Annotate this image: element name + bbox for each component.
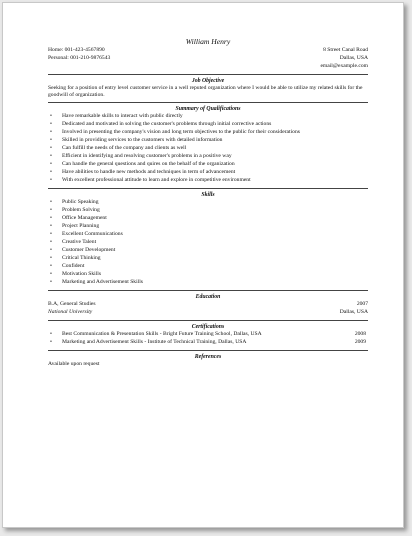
references-text: Available upon request xyxy=(48,361,100,367)
list-item: • Motivation Skills xyxy=(62,271,368,279)
school-location: Dallas, USA xyxy=(339,309,368,315)
list-item: • Customer Development xyxy=(62,247,368,255)
list-item: • Critical Thinking xyxy=(62,255,368,263)
list-item: • Problem Solving xyxy=(62,207,368,215)
divider-references xyxy=(48,350,368,351)
street-address: 8 Street Canal Road xyxy=(323,47,368,53)
list-item: • Have remarkable skills to interact with public directly xyxy=(62,113,368,121)
certification-year: 2008 xyxy=(354,331,366,337)
list-item: • Can handle the general questions and quires on the behalf of the organization xyxy=(62,161,368,169)
list-item: • Confident xyxy=(62,263,368,271)
list-item: • Project Planning xyxy=(62,223,368,231)
graduation-year: 2007 xyxy=(356,301,368,307)
list-item: • With excellent professional attitude to learn and explore in competitive environment xyxy=(62,177,368,185)
resume-content xyxy=(48,37,368,368)
qualifications-list xyxy=(48,113,368,185)
phone-block xyxy=(48,47,110,71)
list-item: • Marketing and Advertisement Skills xyxy=(62,279,368,287)
divider-objective xyxy=(48,74,368,75)
email: email@example.com xyxy=(320,63,368,69)
certifications-list xyxy=(48,331,368,347)
certification-name: • Best Communication & Presentation Skills - Bright Future Training School, Dallas, USA xyxy=(62,331,262,337)
divider-qualifications xyxy=(48,102,368,103)
skills-list xyxy=(48,199,368,287)
list-item: • Public Speaking xyxy=(62,199,368,207)
list-item: • Dedicated and motivated in solving the customer's problems through initial corrective actions xyxy=(62,121,368,129)
section-title-skills: Skills xyxy=(201,192,215,198)
list-item: • Skilled in providing services to the customers with detailed information xyxy=(62,137,368,145)
list-item xyxy=(62,339,368,347)
applicant-name: William Henry xyxy=(185,37,231,46)
list-item xyxy=(62,331,368,339)
list-item: • Can fulfill the needs of the company and clients as well xyxy=(62,145,368,153)
divider-education xyxy=(48,290,368,291)
list-item: • Excellent Communications xyxy=(62,231,368,239)
home-phone: Home: 001-423-4567890 xyxy=(48,47,105,53)
school-name: National University xyxy=(48,309,93,315)
objective-text: Seeking for a position of entry level customer service in a well reputed organization where I would be able to utilize my related skills for the goodwill of organization. xyxy=(48,85,363,98)
resume-page xyxy=(2,2,404,528)
divider-skills xyxy=(48,188,368,189)
list-item: • Involved in presenting the company's vision and long term objectives to the public for their considerations xyxy=(62,129,368,137)
section-title-qualifications: Summary of Qualifications xyxy=(175,106,241,112)
education-school-row xyxy=(48,309,368,317)
list-item: • Creative Talent xyxy=(62,239,368,247)
city: Dallas, USA xyxy=(339,55,368,61)
address-block xyxy=(320,47,368,71)
contact-block xyxy=(48,47,368,71)
section-title-education: Education xyxy=(195,294,221,300)
section-title-certifications: Certifications xyxy=(191,324,225,330)
section-title-objective: Job Objective xyxy=(191,78,225,84)
section-title-references: References xyxy=(194,354,222,360)
certification-name: • Marketing and Advertisement Skills - Institute of Technical Training, Dallas, USA xyxy=(62,339,247,345)
education-degree-row xyxy=(48,301,368,309)
list-item: • Have abilities to handle new methods and techniques in term of advancement xyxy=(62,169,368,177)
degree: B.A, General Studies xyxy=(48,301,96,307)
certification-year: 2009 xyxy=(354,339,366,345)
list-item: • Efficient in identifying and resolving customer's problems in a positive way xyxy=(62,153,368,161)
divider-certifications xyxy=(48,320,368,321)
list-item: • Office Management xyxy=(62,215,368,223)
personal-phone: Personal: 001-210-9876543 xyxy=(48,55,111,61)
